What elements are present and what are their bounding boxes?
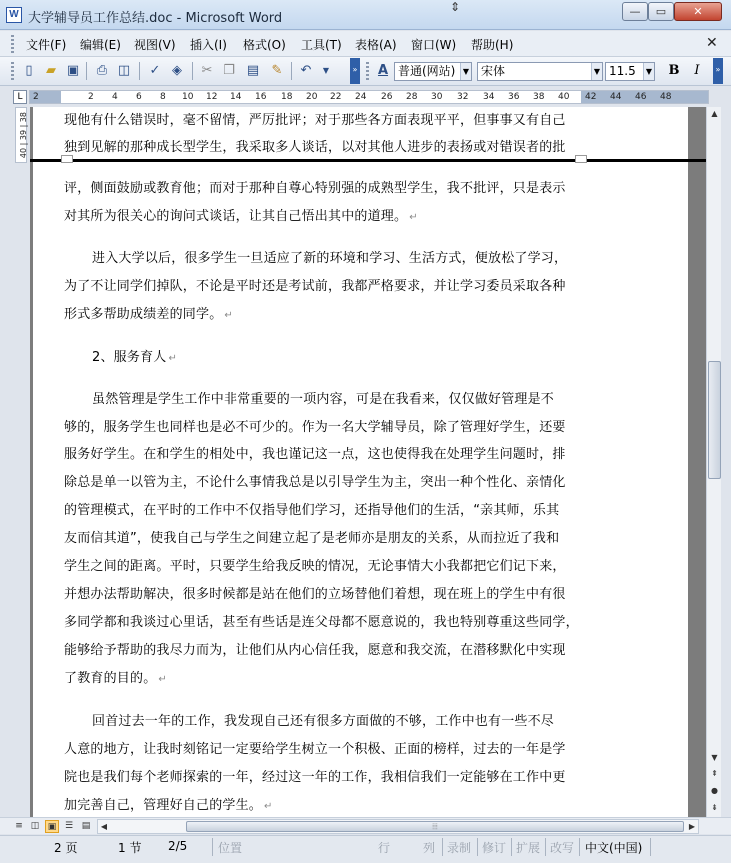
print-preview-icon[interactable]: ◫ bbox=[117, 63, 131, 78]
toolbar-overflow-chevron[interactable]: » bbox=[713, 58, 723, 84]
open-folder-icon[interactable]: ▰ bbox=[46, 63, 56, 78]
menu-bar bbox=[0, 31, 731, 57]
menu-edit[interactable]: 编辑(E) bbox=[80, 38, 121, 52]
ruler-tick: 42 bbox=[585, 92, 597, 102]
paragraph-mark-icon: ↵ bbox=[409, 212, 418, 223]
text-line: 加完善自己，管理好自己的学生。 ↵ bbox=[64, 798, 273, 813]
font-value: 宋体 bbox=[481, 64, 506, 78]
word-app-icon[interactable]: W bbox=[6, 7, 22, 23]
chevron-down-icon: ▼ bbox=[643, 63, 654, 80]
ruler-tick: 8 bbox=[160, 92, 166, 102]
menu-view[interactable]: 视图(V) bbox=[134, 38, 176, 52]
horizontal-scrollbar[interactable] bbox=[97, 819, 699, 834]
ruler-tick: 2 bbox=[88, 92, 94, 102]
web-layout-icon[interactable]: ◫ bbox=[30, 821, 40, 831]
copy-icon[interactable]: ❐ bbox=[223, 63, 235, 78]
status-separator bbox=[511, 838, 512, 856]
text-line: 友而信其道”，使我自己与学生之间建立起了是老师亦是朋友的关系，从而拉近了我和 bbox=[64, 531, 560, 546]
close-window-button[interactable]: ✕ bbox=[674, 2, 722, 21]
horizontal-ruler[interactable] bbox=[29, 90, 709, 104]
ruler-tick: 6 bbox=[136, 92, 142, 102]
text-line: 院也是我们每个老师探索的一年，经过这一年的工作，我相信我们一定能够在工作中更 bbox=[64, 770, 566, 785]
print-icon[interactable]: ⎙ bbox=[96, 63, 108, 78]
paragraph-mark-icon: ↵ bbox=[264, 801, 273, 812]
outline-view-icon[interactable]: ☰ bbox=[64, 821, 74, 831]
ruler-tick: 40 bbox=[558, 92, 570, 102]
ruler-tick: 20 bbox=[306, 92, 318, 102]
select-browse-object-icon[interactable]: ● bbox=[711, 786, 718, 795]
scroll-left-arrow-icon[interactable]: ◀ bbox=[100, 822, 108, 831]
tab-selector[interactable]: L bbox=[13, 90, 27, 104]
status-page-of: 2/5 bbox=[168, 839, 188, 853]
ruler-tick: 44 bbox=[610, 92, 622, 102]
bold-button[interactable]: B bbox=[668, 63, 680, 78]
text-line: 能够给予帮助的我尽力而为，让他们从内心信任我，愿意和我交流，在潜移默化中实现 bbox=[64, 643, 566, 658]
vertical-ruler-column bbox=[13, 107, 29, 817]
status-bar bbox=[0, 835, 731, 863]
paste-icon[interactable]: ▤ bbox=[246, 63, 260, 78]
ruler-tick: 32 bbox=[457, 92, 469, 102]
style-value: 普通(网站) bbox=[398, 64, 456, 78]
previous-page-icon[interactable]: ⇞ bbox=[711, 769, 718, 778]
ruler-tick: 26 bbox=[381, 92, 393, 102]
vertical-scrollbar[interactable] bbox=[706, 107, 721, 817]
status-position: 位置 bbox=[218, 841, 243, 855]
ruler-tick: 34 bbox=[483, 92, 495, 102]
ruler-tick: 12 bbox=[206, 92, 218, 102]
spell-check-icon[interactable]: ✓ bbox=[149, 63, 161, 78]
ruler-row bbox=[0, 88, 731, 106]
status-section: 1 节 bbox=[118, 841, 142, 855]
research-icon[interactable]: ◈ bbox=[172, 63, 182, 78]
ruler-tick: 10 bbox=[182, 92, 194, 102]
ruler-tick: 14 bbox=[230, 92, 242, 102]
toolbar-separator bbox=[291, 62, 292, 80]
text-line: 人意的地方，让我时刻铭记一定要给学生树立一个积极、正面的榜样，过去的一年是学 bbox=[64, 742, 566, 757]
status-separator bbox=[442, 838, 443, 856]
menu-help[interactable]: 帮助(H) bbox=[471, 38, 514, 52]
status-separator bbox=[477, 838, 478, 856]
vertical-scroll-thumb[interactable] bbox=[708, 361, 721, 479]
status-column: 列 bbox=[423, 841, 436, 855]
text-line: 够的，服务学生也同样也是必不可少的。作为一名大学辅导员，除了管理好学生，还要 bbox=[64, 420, 566, 435]
ruler-tick: 28 bbox=[406, 92, 418, 102]
scroll-right-arrow-icon[interactable]: ▶ bbox=[688, 822, 696, 831]
reading-layout-icon[interactable]: ▤ bbox=[81, 821, 91, 831]
ruler-tick: 46 bbox=[635, 92, 647, 102]
font-size-dropdown[interactable] bbox=[605, 62, 655, 81]
undo-dropdown-icon[interactable]: ▼ bbox=[322, 66, 330, 75]
close-document-button[interactable]: ✕ bbox=[706, 35, 718, 51]
print-layout-icon[interactable]: ▣ bbox=[45, 820, 59, 833]
document-area[interactable] bbox=[30, 107, 706, 817]
text-line: 为了不让同学们掉队，不论是平时还是考试前，我都严格要求，并让学习委员采取各种 bbox=[64, 279, 566, 294]
toolbar-separator bbox=[139, 62, 140, 80]
font-dropdown[interactable] bbox=[477, 62, 603, 81]
ruler-tick: 2 bbox=[33, 92, 39, 102]
status-extend[interactable]: 扩展 bbox=[516, 841, 541, 855]
horizontal-scroll-row bbox=[0, 817, 731, 834]
title-bar bbox=[0, 0, 731, 30]
maximize-button[interactable]: ▭ bbox=[648, 2, 674, 21]
paragraph-mark-icon: ↵ bbox=[168, 353, 178, 364]
text-line: 形式多帮助成绩差的同学。 ↵ bbox=[64, 307, 233, 322]
menu-format[interactable]: 格式(O) bbox=[243, 38, 286, 52]
text-line: 多同学都和我谈过心里话，甚至有些话是连父母都不愿意说的，我也特别尊重这些同学， bbox=[64, 615, 579, 630]
vertical-ruler[interactable] bbox=[15, 107, 27, 163]
status-overtype[interactable]: 改写 bbox=[550, 841, 575, 855]
menu-insert[interactable]: 插入(I) bbox=[190, 38, 227, 52]
status-separator bbox=[212, 838, 213, 856]
italic-button[interactable]: I bbox=[694, 63, 700, 78]
format-painter-icon[interactable]: ✎ bbox=[271, 63, 283, 78]
text-line: 的管理模式，在平时的工作中不仅指导他们学习，还指导他们的生活，“亲其师，乐其 bbox=[64, 503, 560, 518]
ruler-tick: 38 bbox=[533, 92, 545, 102]
text-line: 回首过去一年的工作，我发现自己还有很多方面做的不够，工作中也有一些不尽 bbox=[92, 714, 555, 729]
ruler-tick: 16 bbox=[255, 92, 267, 102]
undo-icon[interactable]: ↶ bbox=[300, 63, 312, 78]
minimize-button[interactable]: — bbox=[622, 2, 648, 21]
menu-table[interactable]: 表格(A) bbox=[355, 38, 397, 52]
paragraph-mark-icon: ↵ bbox=[158, 674, 167, 685]
vertical-ruler-labels: 40 | 39 | 38 bbox=[19, 112, 28, 159]
restore-arrow-icon: ⇕ bbox=[450, 0, 461, 14]
text-line: 独到见解的那种成长型学生，我采取多人谈话，以对其他人进步的表扬或对错误者的批 bbox=[64, 140, 566, 155]
text-line: 并想办法帮助解决，很多时候都是站在他们的立场替他们着想，现在班上的学生中有很 bbox=[64, 587, 566, 602]
text-line: 除总是单一以管为主，不论什么事情我总是以引导学生为主，突出一种个性化、亲情化 bbox=[64, 475, 566, 490]
ruler-tick: 48 bbox=[660, 92, 672, 102]
text-line: 现他有什么错误时，毫不留情，严厉批评；对于那些各方面表现平平，但事事又有自己 bbox=[64, 113, 566, 128]
ruler-tick: 22 bbox=[330, 92, 342, 102]
toolbar-grip[interactable] bbox=[366, 62, 369, 82]
styles-formatting-icon[interactable]: A bbox=[377, 63, 389, 78]
window-split-bar[interactable] bbox=[30, 159, 706, 162]
ruler-tick: 30 bbox=[431, 92, 443, 102]
status-separator bbox=[650, 838, 651, 856]
text-line: 进入大学以后，很多学生一旦适应了新的环境和学习、生活方式，便放松了学习， bbox=[92, 251, 568, 266]
toolbar-separator bbox=[86, 62, 87, 80]
document-page[interactable] bbox=[33, 107, 688, 817]
toolbar-separator bbox=[192, 62, 193, 80]
paragraph-mark-icon: ↵ bbox=[224, 310, 233, 321]
status-separator bbox=[579, 838, 580, 856]
scroll-up-arrow-icon[interactable]: ▲ bbox=[711, 109, 718, 118]
toolbar-grip[interactable] bbox=[11, 62, 14, 82]
text-line: 了教育的目的。 ↵ bbox=[64, 671, 167, 686]
section-heading: 2、服务育人 ↵ bbox=[92, 350, 178, 365]
save-icon[interactable]: ▣ bbox=[66, 63, 80, 78]
status-language[interactable]: 中文(中国) bbox=[585, 841, 643, 855]
chevron-down-icon: ▼ bbox=[591, 63, 602, 80]
next-page-icon[interactable]: ⇟ bbox=[711, 803, 718, 812]
status-line: 行 bbox=[378, 841, 391, 855]
status-separator bbox=[545, 838, 546, 856]
font-size-value: 11.5 bbox=[609, 64, 636, 78]
text-line: 评，侧面鼓励或教育他；而对于那种自尊心特别强的成熟型学生，我不批评，只是表示 bbox=[64, 181, 566, 196]
normal-view-icon[interactable]: ≡ bbox=[15, 821, 23, 831]
ruler-tick: 4 bbox=[112, 92, 118, 102]
ruler-tick: 24 bbox=[355, 92, 367, 102]
text-line: 学生之间的距离。平时，只要学生给我反映的情况，无论事情大小我都把它们记下来， bbox=[64, 559, 566, 574]
menu-tools[interactable]: 工具(T) bbox=[301, 38, 342, 52]
horizontal-scroll-thumb[interactable]: ⦙⦙⦙ bbox=[186, 821, 684, 832]
cut-icon[interactable]: ✂ bbox=[201, 63, 213, 78]
toolbar-overflow-chevron[interactable]: » bbox=[350, 58, 360, 84]
style-dropdown[interactable] bbox=[394, 62, 472, 81]
menu-file[interactable]: 文件(F) bbox=[26, 38, 67, 52]
status-track-changes[interactable]: 修订 bbox=[482, 841, 507, 855]
status-record[interactable]: 录制 bbox=[447, 841, 472, 855]
chevron-down-icon: ▼ bbox=[460, 63, 471, 80]
ruler-tick: 18 bbox=[281, 92, 293, 102]
text-line: 对其所为很关心的询问式谈话，让其自己悟出其中的道理。 ↵ bbox=[64, 209, 418, 224]
text-line: 虽然管理是学生工作中非常重要的一项内容，可是在我看来，仅仅做好管理是不 bbox=[92, 392, 555, 407]
new-document-icon[interactable]: ▯ bbox=[25, 63, 33, 78]
ruler-tick: 36 bbox=[508, 92, 520, 102]
toolbar bbox=[0, 57, 731, 86]
menu-window[interactable]: 窗口(W) bbox=[411, 38, 457, 52]
menu-grip[interactable] bbox=[11, 35, 14, 53]
margin-corner-mark bbox=[61, 155, 73, 163]
scroll-down-arrow-icon[interactable]: ▼ bbox=[711, 753, 718, 762]
status-page: 2 页 bbox=[54, 841, 78, 855]
text-line: 服务好学生。在和学生的相处中，我也谨记这一点，这也使得我在处理学生问题时，排 bbox=[64, 447, 566, 462]
margin-corner-mark bbox=[575, 155, 587, 163]
window-title: 大学辅导员工作总结.doc - Microsoft Word bbox=[28, 11, 283, 26]
